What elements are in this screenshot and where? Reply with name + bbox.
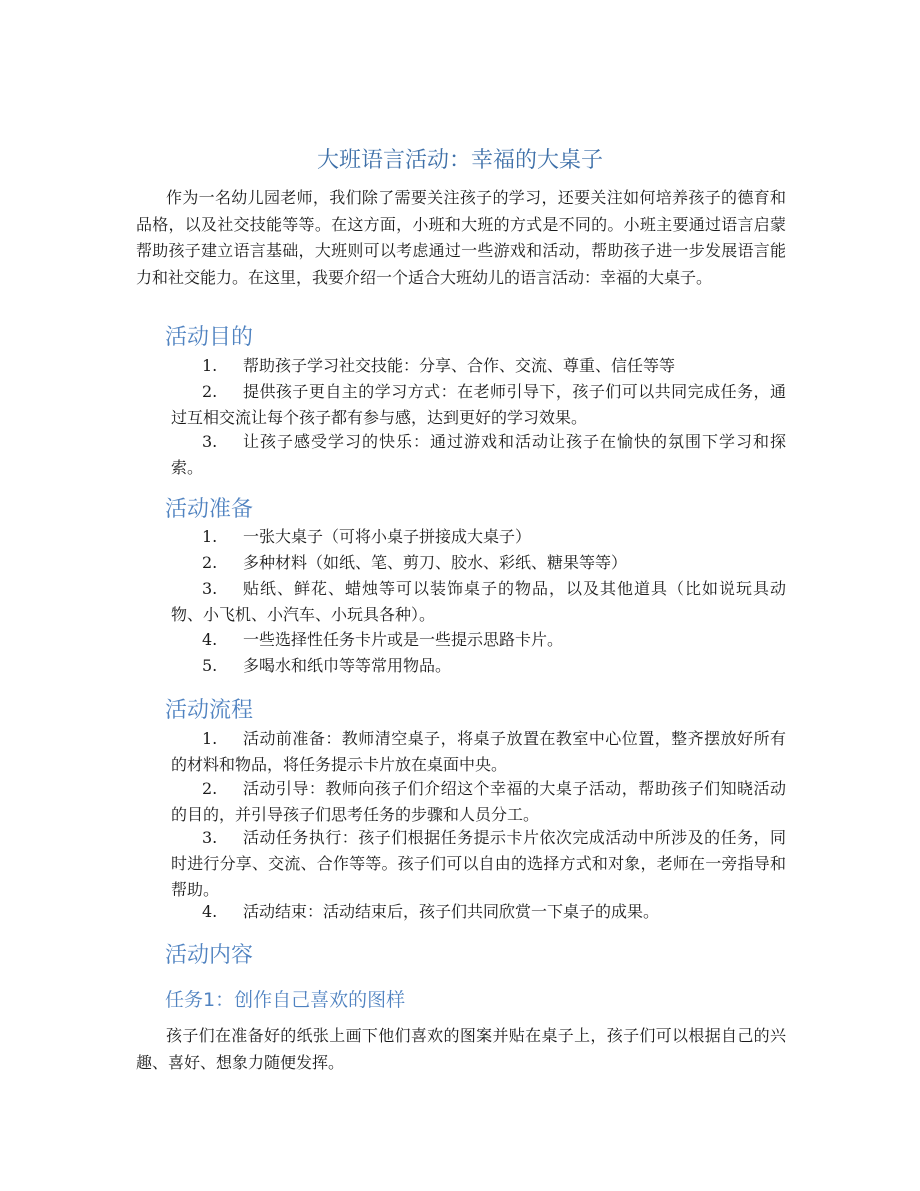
list-item <box>171 726 786 778</box>
list-item-number: 1. <box>202 527 218 546</box>
intro-paragraph: 作为一名幼儿园老师，我们除了需要关注孩子的学习，还要关注如何培养孩子的德育和品格，以及社交技能等等。在这方面，小班和大班的方式是不同的。小班主要通过语言启蒙帮助孩子建立语言基础，大班则可以考虑通过一些游戏和活动，帮助孩子进一步发展语言能力和社交能力。在这里，我要介绍一个适合大班幼儿的语言活动：幸福的大桌子。 <box>136 188 786 287</box>
list-item-text: 活动结束：活动结束后，孩子们共同欣赏一下桌子的成果。 <box>243 902 660 921</box>
list-item <box>171 627 786 653</box>
list-item-number: 3. <box>202 828 218 847</box>
list-item-number: 1. <box>202 356 218 375</box>
section-heading-flow: 活动流程 <box>165 698 254 723</box>
list-item-text: 一些选择性任务卡片或是一些提示思路卡片。 <box>243 630 564 649</box>
list-item-number: 2. <box>202 779 218 798</box>
list-item-number: 2. <box>202 553 218 572</box>
document-title: 大班语言活动：幸福的大桌子 <box>316 148 603 173</box>
list-item-text: 贴纸、鲜花、蜡烛等可以装饰桌子的物品，以及其他道具（比如说玩具动物、小飞机、小汽车、小玩具各种）。 <box>171 579 786 624</box>
task1-paragraph: 孩子们在准备好的纸张上画下他们喜欢的图案并贴在桌子上，孩子们可以根据自己的兴趣、喜好、想象力随便发挥。 <box>136 1026 786 1072</box>
list-item-text: 让孩子感受学习的快乐：通过游戏和活动让孩子在愉快的氛围下学习和探索。 <box>171 432 786 477</box>
list-item-text: 提供孩子更自主的学习方式：在老师引导下，孩子们可以共同完成任务，通过互相交流让每个孩子都有参与感，达到更好的学习效果。 <box>171 382 786 427</box>
list-item-number: 1. <box>202 729 218 748</box>
list-item-text: 一张大桌子（可将小桌子拼接成大桌子） <box>243 527 532 546</box>
list-item-number: 3. <box>202 432 218 451</box>
list-item <box>171 353 786 379</box>
list-item-number: 2. <box>202 382 218 401</box>
list-item-number: 4. <box>202 630 218 649</box>
list-item-number: 3. <box>202 579 218 598</box>
list-item <box>171 550 786 576</box>
list-item <box>171 825 786 903</box>
list-item <box>171 776 786 828</box>
section-heading-content: 活动内容 <box>165 943 254 968</box>
list-item <box>171 379 786 431</box>
list-item-text: 活动任务执行：孩子们根据任务提示卡片依次完成活动中所涉及的任务，同时进行分享、交流、合作等等。孩子们可以自由的选择方式和对象，老师在一旁指导和帮助。 <box>171 828 786 899</box>
section-heading-prep: 活动准备 <box>165 497 254 522</box>
subsection-heading-task1: 任务1：创作自己喜欢的图样 <box>165 989 406 1011</box>
section-heading-goals: 活动目的 <box>165 325 254 350</box>
list-item-text: 多喝水和纸巾等等常用物品。 <box>243 656 452 675</box>
list-item <box>171 653 786 679</box>
list-item <box>171 576 786 628</box>
list-item-text: 活动引导：教师向孩子们介绍这个幸福的大桌子活动，帮助孩子们知晓活动的目的，并引导孩子们思考任务的步骤和人员分工。 <box>171 779 786 824</box>
list-item-number: 4. <box>202 902 218 921</box>
list-item-text: 活动前准备：教师清空桌子，将桌子放置在教室中心位置，整齐摆放好所有的材料和物品，将任务提示卡片放在桌面中央。 <box>171 729 786 774</box>
list-item-text: 帮助孩子学习社交技能：分享、合作、交流、尊重、信任等等 <box>243 356 676 375</box>
list-item-number: 5. <box>202 656 218 675</box>
list-item <box>171 429 786 481</box>
list-item-text: 多种材料（如纸、笔、剪刀、胶水、彩纸、糖果等等） <box>243 553 628 572</box>
list-item <box>171 524 786 550</box>
list-item <box>171 899 786 925</box>
